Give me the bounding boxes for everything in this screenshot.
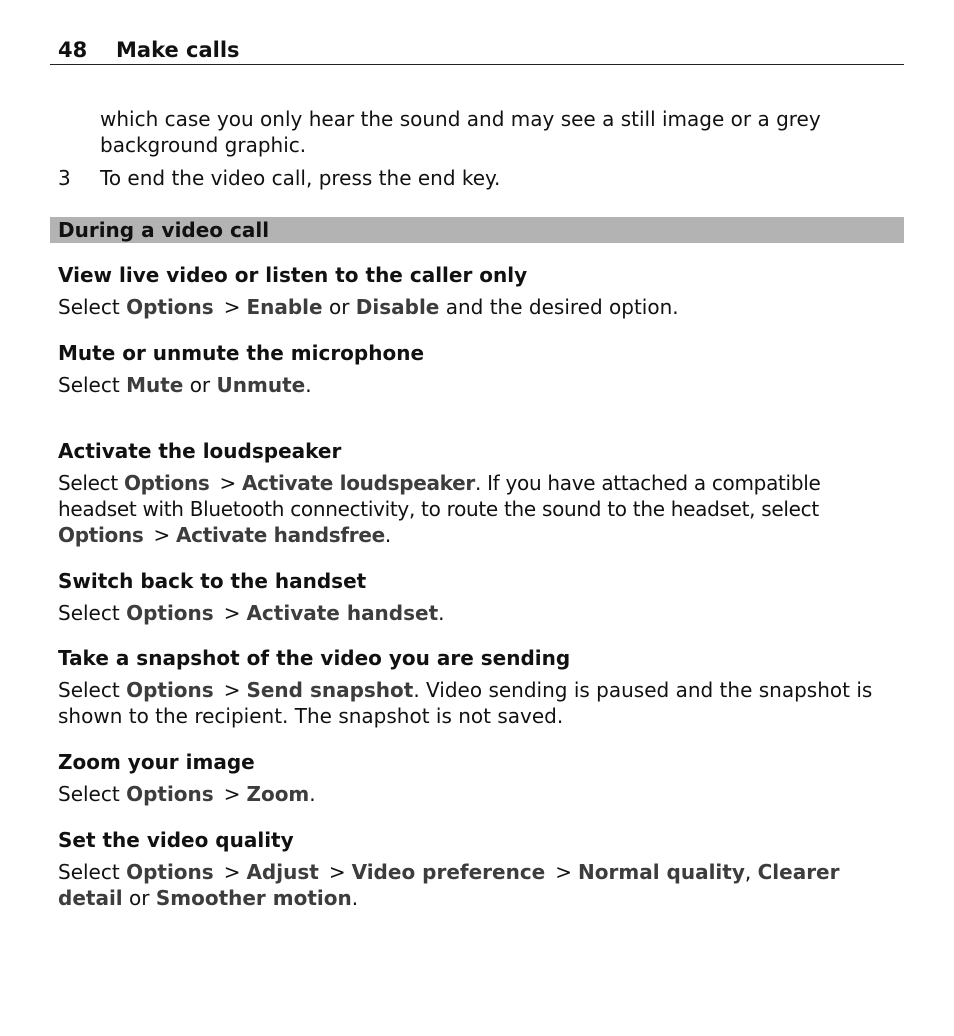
continuation-text: which case you only hear the sound and may see a still image or a grey background graphic.: [100, 107, 821, 157]
handset-heading: Switch back to the handset: [58, 569, 367, 593]
snapshot-block: [58, 645, 903, 729]
video-preference-keyword: Video preference: [351, 860, 546, 884]
gt-separator: >: [555, 860, 573, 884]
options-keyword: Options: [126, 860, 214, 884]
smoother-motion-keyword: Smoother motion: [155, 886, 352, 910]
quality-block: [58, 827, 903, 911]
step-number: 3: [58, 166, 71, 190]
period: .: [305, 373, 312, 397]
comma: ,: [744, 860, 752, 884]
section-header: [50, 217, 904, 243]
options-keyword: Options: [126, 295, 214, 319]
period: .: [351, 886, 359, 910]
handset-block: [58, 568, 903, 626]
quality-heading: Set the video quality: [58, 828, 294, 852]
snapshot-text: [58, 677, 903, 729]
period: .: [438, 601, 445, 625]
mute-text: [58, 372, 903, 398]
select-word: Select: [58, 678, 120, 702]
enable-keyword: Enable: [246, 295, 323, 319]
gt-separator: >: [223, 782, 241, 806]
options-keyword: Options: [123, 471, 210, 495]
gt-separator: >: [223, 601, 241, 625]
zoom-text: [58, 781, 903, 807]
page-number: 48: [58, 38, 88, 62]
section-title: During a video call: [58, 218, 270, 242]
activate-loudspeaker-keyword: Activate loudspeaker: [241, 471, 475, 495]
gt-separator: >: [223, 860, 241, 884]
step-3: [58, 165, 500, 191]
page-header: [50, 36, 904, 65]
gt-separator: >: [223, 295, 241, 319]
select-word: Select: [58, 782, 120, 806]
gt-separator: >: [223, 678, 241, 702]
gt-separator: >: [153, 523, 170, 547]
step-text: To end the video call, press the end key.: [100, 166, 501, 190]
mute-block: [58, 340, 903, 398]
gt-separator: >: [219, 471, 236, 495]
select-word: Select: [58, 373, 120, 397]
unmute-keyword: Unmute: [216, 373, 306, 397]
select-word: Select: [58, 601, 120, 625]
options-keyword: Options: [58, 523, 144, 547]
view-live-tail: and the desired option.: [445, 295, 679, 319]
snapshot-heading: Take a snapshot of the video you are sending: [58, 646, 571, 670]
chapter-title: Make calls: [116, 38, 240, 62]
zoom-heading: Zoom your image: [58, 750, 255, 774]
gt-separator: >: [328, 860, 346, 884]
clearer-detail-keyword: Clearer detail: [58, 860, 840, 910]
view-live-block: [58, 262, 903, 320]
mute-keyword: Mute: [126, 373, 184, 397]
period: .: [384, 523, 391, 547]
adjust-keyword: Adjust: [246, 860, 319, 884]
select-word: Select: [58, 295, 120, 319]
disable-keyword: Disable: [355, 295, 440, 319]
mute-heading: Mute or unmute the microphone: [58, 341, 425, 365]
loudspeaker-block: [58, 438, 903, 548]
loudspeaker-heading: Activate the loudspeaker: [58, 439, 342, 463]
or-word: or: [129, 886, 150, 910]
normal-quality-keyword: Normal quality: [578, 860, 745, 884]
quality-text: [58, 859, 903, 911]
send-snapshot-keyword: Send snapshot: [246, 678, 414, 702]
period: .: [309, 782, 316, 806]
options-keyword: Options: [126, 782, 214, 806]
handset-text: [58, 600, 903, 626]
loudspeaker-text: [58, 470, 903, 548]
options-keyword: Options: [126, 678, 214, 702]
or-word: or: [328, 295, 350, 319]
activate-handset-keyword: Activate handset: [246, 601, 439, 625]
zoom-keyword: Zoom: [246, 782, 310, 806]
options-keyword: Options: [126, 601, 214, 625]
select-word: Select: [58, 471, 118, 495]
snapshot-tail: . Video sending is paused and the snapshot is shown to the recipient. The snapshot is not saved.: [58, 678, 873, 728]
select-word: Select: [58, 860, 120, 884]
zoom-block: [58, 749, 903, 807]
view-live-text: [58, 294, 903, 320]
or-word: or: [189, 373, 211, 397]
view-live-heading: View live video or listen to the caller only: [58, 263, 528, 287]
activate-handsfree-keyword: Activate handsfree: [176, 523, 385, 547]
loudspeaker-middle: . If you have attached a compatible headset with Bluetooth connectivity, to route the sound to the headset, select: [58, 471, 821, 521]
